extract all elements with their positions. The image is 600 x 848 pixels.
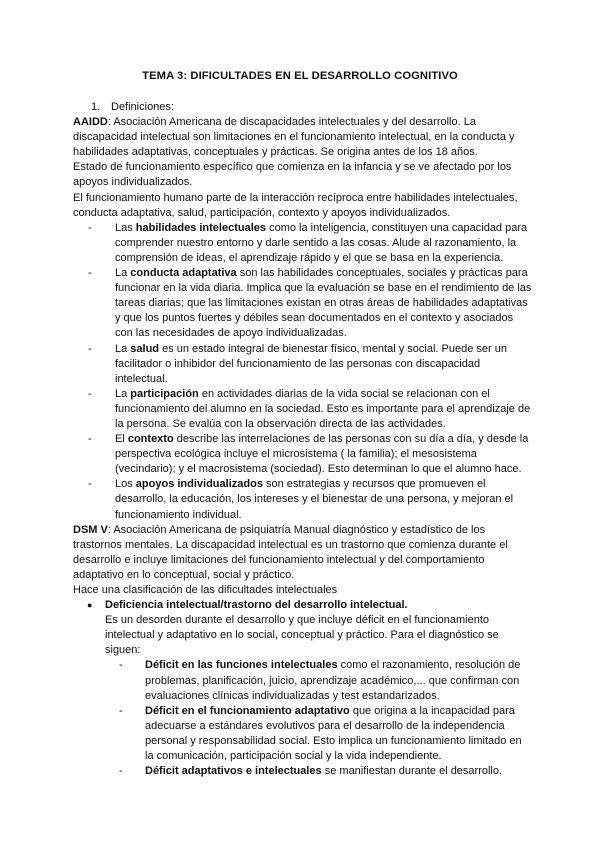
document-title: TEMA 3: DIFICULTADES EN EL DESARROLLO COGNITIVO [142, 70, 458, 82]
list-item: - Déficit en el funcionamiento adaptativo que origina a la incapacidad para adecuarse a estándares evolutivos para el desarrollo de la independencia personal y responsabilidad social. Esto implica un funcionamiento limitado en la comunicación, participación social y la vida independiente. [145, 704, 533, 764]
section-number: 1. [91, 101, 101, 113]
list-item: - Las habilidades intelectuales como la inteligencia, constituyen una capacidad para comprender nuestro entorno y darle sentido a las cosas. Alude al razonamiento, la comprensión de ideas, el aprendizaje rápido y el que se basa en la experiencia. [115, 221, 533, 266]
dsm-term: DSM V [73, 523, 108, 536]
list-item: - Los apoyos individualizados son estrategias y recursos que promueven el desarrollo, la educación, los intereses y el bienestar de una persona, y mejoran el funcionamiento individual. [115, 477, 533, 522]
list-item: - La conducta adaptativa son las habilidades conceptuales, sociales y prácticas para funcionar en la vida diaria. Implica que la evaluación se base en el rendimiento de las tareas diarias; que las limitaciones existan en otras áreas de habilidades adaptativas y que los puntos fuertes y débiles sean documentados en el contexto y asociados con las necesidades de apoyo individualizadas. [115, 266, 533, 341]
list-item: - La participación en actividades diarias de la vida social se relacionan con el funcionamiento del alumno en la sociedad. Esto es importante para el aprendizaje de la persona. Se evalúa con la observación directa de las actividades. [115, 387, 533, 432]
list-item: - Déficit en las funciones intelectuales como el razonamiento, resolución de problemas, planificación, juicio, aprendizaje académico,... que confirman con evaluaciones clínicas individualizadas y test estandarizados. [145, 658, 533, 703]
diagnosis-criteria-list [105, 658, 533, 779]
dsm-definition: DSM V: Asociación Americana de psiquiatría Manual diagnóstico y estadístico de los trastornos mentales. La discapacidad intelectual es un trastorno que comienza durante el desarrollo e incluye limitaciones del funcionamiento intelectual y del comportamiento adaptativo en lo conceptual, social y práctico. [73, 523, 508, 581]
document-body [73, 100, 533, 779]
list-item: - Déficit adaptativos e intelectuales se manifiestan durante el desarrollo. [145, 764, 533, 779]
list-item: - La salud es un estado integral de bienestar físico, mental y social. Puede ser un facilitador o inhibidor del funcionamiento de las personas con discapacidad intelectual. [115, 342, 533, 387]
aaidd-paragraph-3: El funcionamiento humano parte de la interacción recíproca entre habilidades intelectuales, conducta adaptativa, salud, participación, contexto y apoyos individualizados. [73, 191, 518, 219]
aaidd-dimensions-list [73, 221, 533, 523]
section-heading [73, 100, 533, 115]
dsm-intro: Hace una clasificación de las dificultades intelectuales [73, 584, 338, 596]
dsm-classification-list [73, 598, 533, 779]
bullet-icon: ● [87, 600, 93, 611]
list-item: - El contexto describe las interrelaciones de las personas con su día a día, y desde la perspectiva ecológica incluye el microsistema ( la familia); el mesosistema (vecindario); y el macrosistema (sociedad). Esto determinan lo que el alumno hace. [115, 432, 533, 477]
list-item: ● Deficiencia intelectual/trastorno del desarrollo intelectual. Es un desorden durante el desarrollo y que incluye déficit en el funcionamiento intelectual y adaptativo en lo social, conceptual y práctico. Para el diagnóstico se siguen: - Déficit en las funciones intelectuales como el razonamiento, resolución de problemas, planificación, juicio, aprendizaje académico,... que confirman con evaluaciones clínicas individualizadas y test estandarizados. - Déficit en el funcionamiento adaptativo que origina a la incapacidad para adecuarse a estándares evolutivos para el desarrollo de la independencia personal y responsabilidad social. Esto implica un funcionamiento limitado en la comunicación, participación social y la vida independiente. - Déficit adaptativos e intelectuales se manifiestan durante el desarrollo. [105, 598, 533, 779]
aaidd-definition: AAIDD: Asociación Americana de discapacidades intelectuales y del desarrollo. La discapacidad intelectual son limitaciones en el funcionamiento intelectual, en la conducta y habilidades adaptativas, conceptuales y prácticas. Se origina antes de los 18 años. [73, 116, 515, 159]
aaidd-term: AAIDD [73, 116, 108, 129]
section-label: Definiciones: [111, 101, 174, 113]
aaidd-paragraph-2: Estado de funcionamiento específico que comienza en la infancia y se ve afectado por los apoyos individualizados. [73, 161, 512, 189]
